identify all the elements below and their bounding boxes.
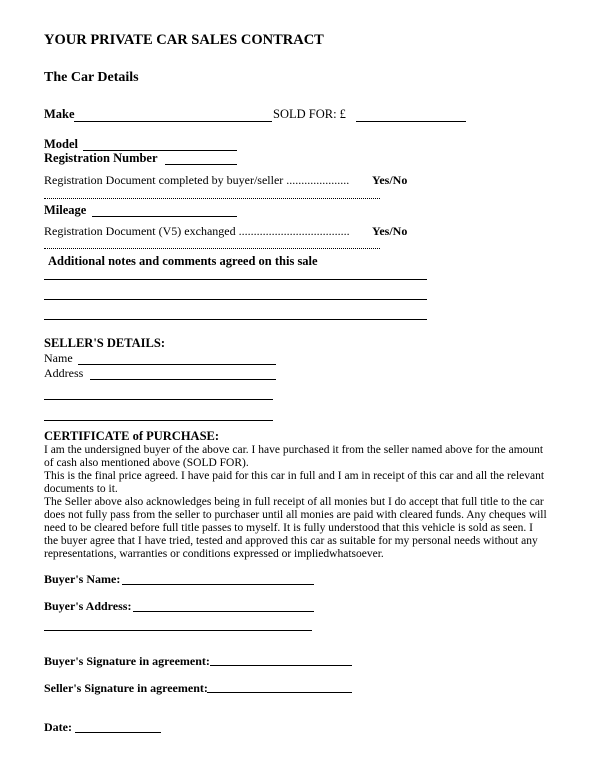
certificate-line: documents to it. — [44, 483, 118, 495]
certificate-line: does not fully pass from the seller to purchaser until all monies are paid with cleared funds. Any cheques will — [44, 509, 547, 521]
sold-for-label: SOLD FOR: £ — [273, 107, 346, 121]
date-label: Date: — [44, 720, 72, 734]
reg-doc-v5-yes-no[interactable]: Yes/No — [372, 224, 408, 238]
reg-doc-v5-text: Registration Document (V5) exchanged ..................................... — [44, 224, 350, 238]
mileage-label: Mileage — [44, 203, 87, 217]
seller-address-field-2[interactable] — [44, 399, 273, 400]
buyer-address-field-2[interactable] — [44, 630, 312, 631]
certificate-heading: CERTIFICATE of PURCHASE: — [44, 429, 220, 443]
seller-name-label: Name — [44, 351, 73, 365]
car-details-heading: The Car Details — [44, 70, 139, 85]
seller-details-heading: SELLER'S DETAILS: — [44, 336, 165, 350]
buyer-address-field-1[interactable] — [133, 611, 314, 612]
notes-line-3[interactable] — [44, 319, 427, 320]
certificate-line: This is the final price agreed. I have paid for this car in full and I am in receipt of this car and all the relevant — [44, 470, 545, 482]
certificate-line: The Seller above also acknowledges being in full receipt of all monies but I do accept that full title to the car — [44, 496, 544, 508]
date-field[interactable] — [75, 732, 161, 733]
certificate-line: representations, warranties or conditions expressed or impliedwhatsoever. — [44, 548, 384, 560]
seller-signature-label: Seller's Signature in agreement: — [44, 681, 208, 695]
registration-number-field[interactable] — [165, 164, 237, 165]
notes-line-1[interactable] — [44, 279, 427, 280]
certificate-line: need to be cleared before full title passes to myself. It is fully understood that this vehicle is sold as seen. I — [44, 522, 533, 534]
certificate-line: the buyer agree that I have tried, tested and approved this car as suitable for my personal needs without any — [44, 535, 538, 547]
seller-address-field-3[interactable] — [44, 420, 273, 421]
sold-for-field[interactable] — [356, 121, 466, 122]
make-label: Make — [44, 107, 75, 121]
buyer-signature-label: Buyer's Signature in agreement: — [44, 654, 210, 668]
mileage-field[interactable] — [92, 216, 237, 217]
registration-number-label: Registration Number — [44, 151, 158, 165]
reg-doc-completed-dotted-line[interactable] — [44, 198, 380, 199]
certificate-line: I am the undersigned buyer of the above car. I have purchased it from the seller named above for the amount — [44, 444, 544, 456]
certificate-text — [44, 444, 564, 561]
certificate-line: of cash also mentioned above (SOLD FOR). — [44, 457, 249, 469]
seller-address-label: Address — [44, 366, 84, 380]
seller-address-field-1[interactable] — [90, 379, 276, 380]
buyer-address-label: Buyer's Address: — [44, 599, 132, 613]
seller-signature-field[interactable] — [207, 692, 352, 693]
buyer-name-field[interactable] — [122, 584, 314, 585]
reg-doc-completed-yes-no[interactable]: Yes/No — [372, 173, 408, 187]
seller-name-field[interactable] — [78, 364, 276, 365]
model-label: Model — [44, 137, 79, 151]
additional-notes-heading: Additional notes and comments agreed on this sale — [48, 254, 318, 268]
notes-line-2[interactable] — [44, 299, 427, 300]
reg-doc-v5-dotted-line[interactable] — [44, 248, 380, 249]
document-title: YOUR PRIVATE CAR SALES CONTRACT — [44, 32, 324, 48]
make-field[interactable] — [74, 121, 272, 122]
buyer-name-label: Buyer's Name: — [44, 572, 121, 586]
reg-doc-completed-text: Registration Document completed by buyer/seller ..................... — [44, 173, 350, 187]
buyer-signature-field[interactable] — [210, 665, 352, 666]
